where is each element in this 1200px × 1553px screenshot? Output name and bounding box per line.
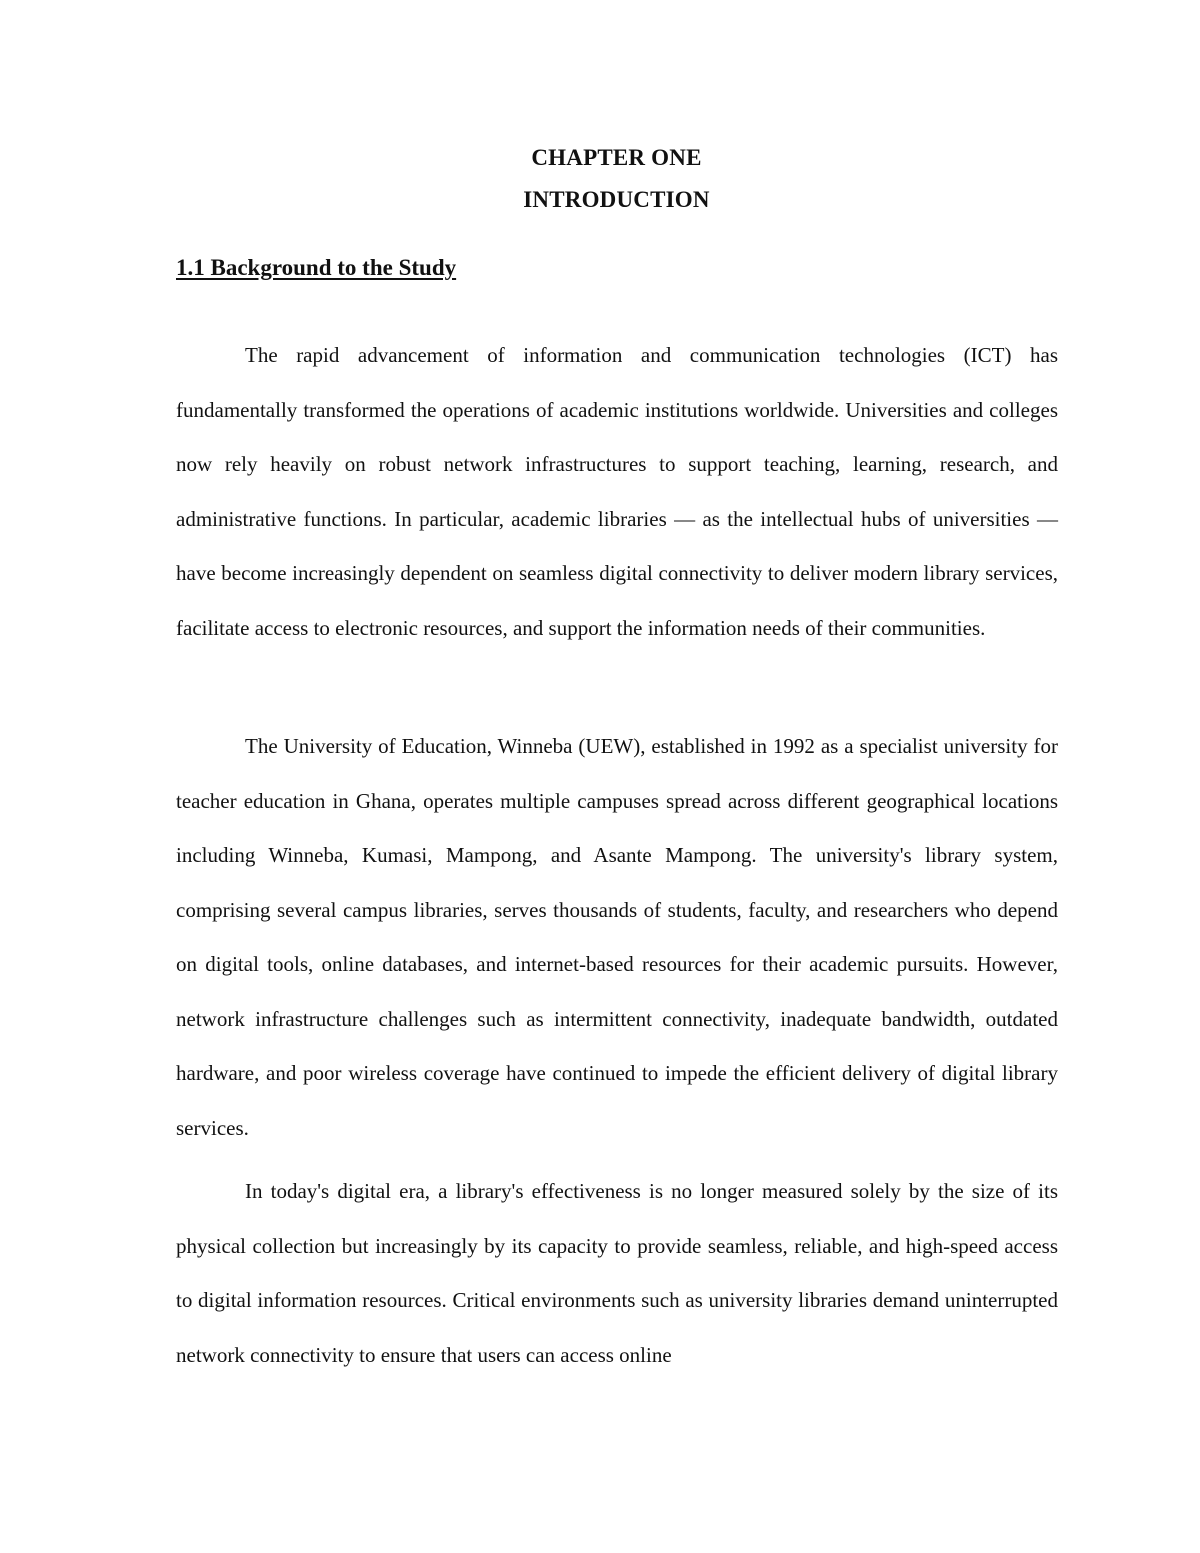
chapter-number: CHAPTER ONE — [531, 145, 702, 170]
paragraph-2: The University of Education, Winneba (UEW), established in 1992 as a specialist university for teacher education in Ghana, operates multiple campuses spread across different geographical locations including Winneba, Kumasi, Mampong, and Asante Mampong. The university's library system, comprising several campus libraries, serves thousands of students, faculty, and researchers who depend on digital tools, online databases, and internet-based resources for their academic pursuits. However, network infrastructure challenges such as intermittent connectivity, inadequate bandwidth, outdated hardware, and poor wireless coverage have continued to impede the efficient delivery of digital library services. — [176, 734, 1058, 1140]
paragraph-3: In today's digital era, a library's effectiveness is no longer measured solely by the size of its physical collection but increasingly by its capacity to provide seamless, reliable, and high-speed access to digital information resources. Critical environments such as university libraries demand uninterrupted network connectivity to ensure that users can access online — [176, 1179, 1058, 1367]
section-heading: 1.1 Background to the Study — [176, 255, 457, 280]
chapter-title: INTRODUCTION — [523, 187, 710, 212]
paragraph-1: The rapid advancement of information and communication technologies (ICT) has fundamentally transformed the operations of academic institutions worldwide. Universities and colleges now rely heavily on robust network infrastructures to support teaching, learning, research, and administrative functions. In particular, academic libraries — as the intellectual hubs of universities — have become increasingly dependent on seamless digital connectivity to deliver modern library services, facilitate access to electronic resources, and support the information needs of their communities. — [176, 343, 1058, 640]
